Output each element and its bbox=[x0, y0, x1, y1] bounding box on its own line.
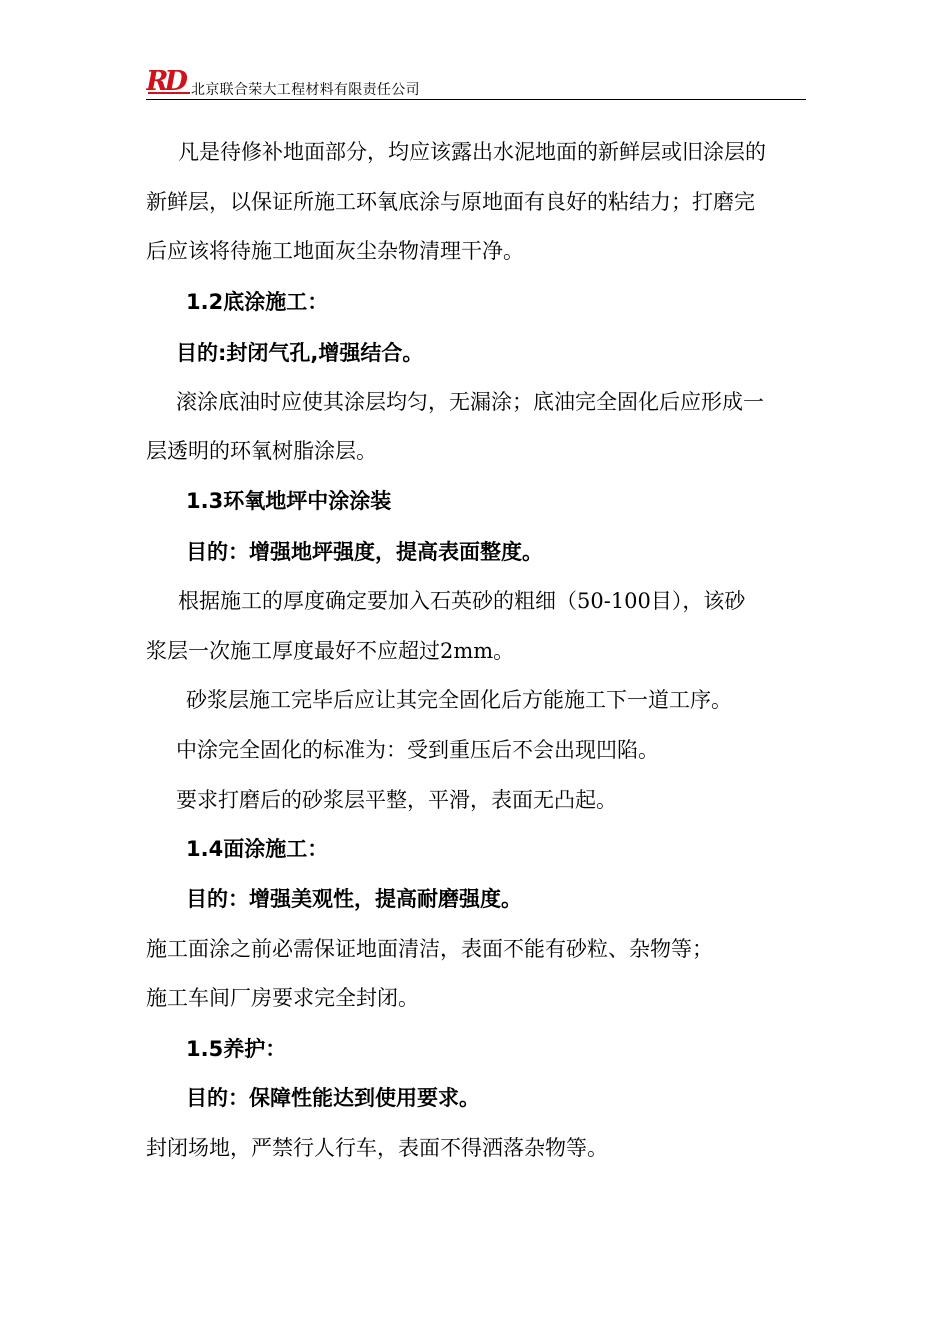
paragraph-line: 滚涂底油时应使其涂层均匀，无漏涂；底油完全固化后应形成一 bbox=[176, 390, 764, 414]
section-heading-1-5: 1.5养护： bbox=[186, 1037, 287, 1061]
paragraph-line: 施工车间厂房要求完全封闭。 bbox=[146, 986, 419, 1010]
paragraph-line: 施工面涂之前必需保证地面清洁，表面不能有砂粒、杂物等； bbox=[146, 937, 713, 961]
section-purpose: 目的：增强地坪强度，提高表面整度。 bbox=[186, 540, 543, 564]
paragraph-line: 中涂完全固化的标准为：受到重压后不会出现凹陷。 bbox=[176, 738, 659, 762]
section-purpose: 目的：保障性能达到使用要求。 bbox=[186, 1086, 480, 1110]
paragraph-line: 要求打磨后的砂浆层平整，平滑，表面无凸起。 bbox=[176, 788, 617, 812]
paragraph-line: 新鲜层，以保证所施工环氧底涂与原地面有良好的粘结力；打磨完 bbox=[146, 190, 755, 214]
section-heading-1-2: 1.2底涂施工： bbox=[186, 290, 329, 314]
company-name: 北京联合荣大工程材料有限责任公司 bbox=[191, 82, 420, 98]
paragraph-line: 浆层一次施工厚度最好不应超过2mm。 bbox=[146, 639, 515, 663]
paragraph-line: 后应该将待施工地面灰尘杂物清理干净。 bbox=[146, 239, 524, 263]
section-purpose: 目的：增强美观性，提高耐磨强度。 bbox=[186, 887, 522, 911]
paragraph-line: 砂浆层施工完毕后应让其完全固化后方能施工下一道工序。 bbox=[186, 688, 732, 712]
page-header bbox=[146, 66, 806, 100]
paragraph-line: 根据施工的厚度确定要加入石英砂的粗细（50-100目），该砂 bbox=[178, 589, 746, 613]
section-heading-1-4: 1.4面涂施工： bbox=[186, 837, 329, 861]
section-purpose: 目的:封闭气孔,增强结合。 bbox=[176, 341, 424, 365]
paragraph-line: 层透明的环氧树脂涂层。 bbox=[146, 439, 377, 463]
company-logo bbox=[146, 66, 192, 96]
svg-text:RD: RD bbox=[146, 66, 184, 96]
paragraph-line: 封闭场地，严禁行人行车，表面不得洒落杂物等。 bbox=[146, 1136, 608, 1160]
paragraph-line: 凡是待修补地面部分，均应该露出水泥地面的新鲜层或旧涂层的 bbox=[178, 140, 766, 164]
section-heading-1-3: 1.3环氧地坪中涂涂装 bbox=[186, 489, 392, 513]
